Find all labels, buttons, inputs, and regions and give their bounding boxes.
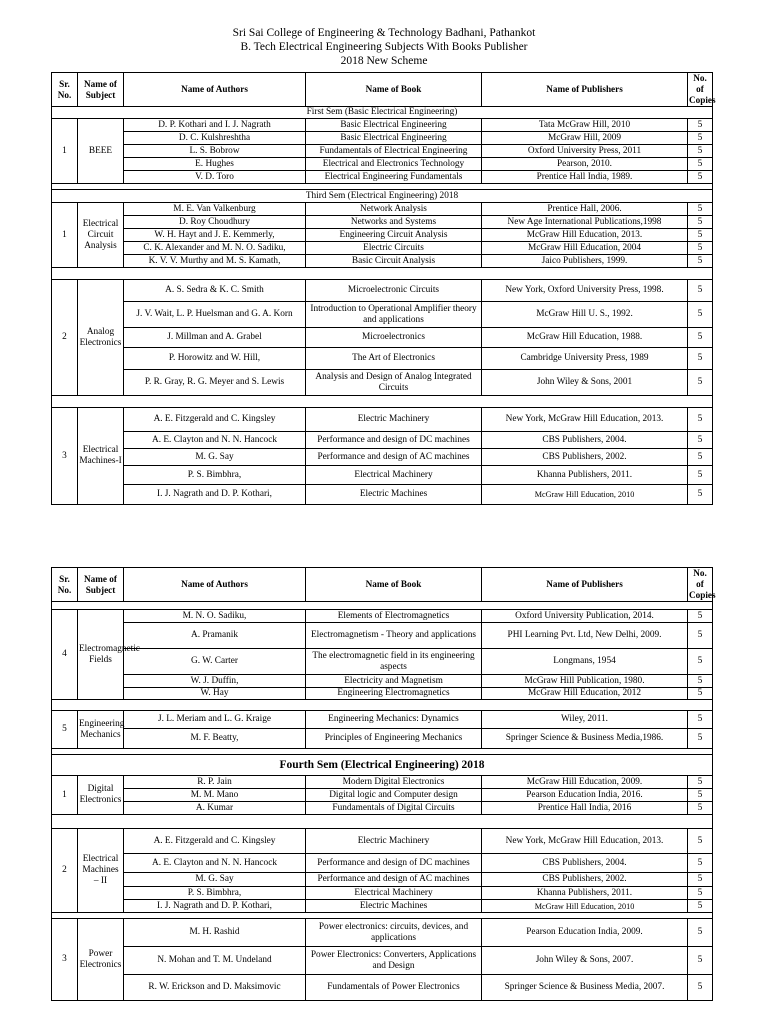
copies-cell: 5 (688, 485, 713, 505)
sr-number: 1 (52, 776, 78, 815)
semester-row (52, 107, 713, 119)
book-row (52, 729, 713, 749)
copies-cell: 5 (688, 229, 713, 242)
copies-cell: 5 (688, 729, 713, 749)
publisher-cell: New York, McGraw Hill Education, 2013. (482, 408, 688, 432)
publisher-cell: CBS Publishers, 2002. (482, 873, 688, 887)
publisher-cell: Pearson Education India, 2009. (482, 919, 688, 947)
copies-cell: 5 (688, 610, 713, 623)
book-cell: Introduction to Operational Amplifier theory and applications (306, 302, 482, 328)
publisher-cell: Khanna Publishers, 2011. (482, 887, 688, 900)
subject-name: Electrical Machines – II (78, 829, 124, 913)
publishers-header: Name of Publishers (482, 73, 688, 107)
subject-header: Name of Subject (78, 73, 124, 107)
publisher-cell: McGraw Hill Publication, 1980. (482, 675, 688, 688)
author-cell: R. P. Jain (124, 776, 306, 789)
book-row (52, 610, 713, 623)
book-cell: Basic Electrical Engineering (306, 132, 482, 145)
copies-cell: 5 (688, 975, 713, 1001)
author-cell: J. Millman and A. Grabel (124, 328, 306, 348)
book-cell: Fundamentals of Electrical Engineering (306, 145, 482, 158)
author-cell: J. V. Wait, L. P. Huelsman and G. A. Korn (124, 302, 306, 328)
book-cell: Electrical and Electronics Technology (306, 158, 482, 171)
book-cell: Performance and design of DC machines (306, 854, 482, 873)
publisher-cell: Cambridge University Press, 1989 (482, 348, 688, 370)
sr-number: 3 (52, 919, 78, 1001)
book-row (52, 649, 713, 675)
author-cell: I. J. Nagrath and D. P. Kothari, (124, 900, 306, 913)
spacer-row (52, 815, 713, 829)
copies-cell: 5 (688, 776, 713, 789)
book-cell: Engineering Mechanics: Dynamics (306, 711, 482, 729)
sr-number: 4 (52, 610, 78, 700)
sr-number: 1 (52, 203, 78, 268)
author-cell: M. E. Van Valkenburg (124, 203, 306, 216)
book-row (52, 432, 713, 449)
copies-cell: 5 (688, 802, 713, 815)
book-row (52, 302, 713, 328)
book-row (52, 242, 713, 255)
author-cell: A. Pramanik (124, 623, 306, 649)
book-row (52, 623, 713, 649)
copies-cell: 5 (688, 789, 713, 802)
copies-cell: 5 (688, 900, 713, 913)
book-header: Name of Book (306, 73, 482, 107)
publisher-cell: Prentice Hall India, 2016 (482, 802, 688, 815)
publisher-cell: Oxford University Publication, 2014. (482, 610, 688, 623)
author-cell: K. V. V. Murthy and M. S. Kamath, (124, 255, 306, 268)
semester-title: Fourth Sem (Electrical Engineering) 2018 (52, 755, 713, 776)
author-cell: A. E. Fitzgerald and C. Kingsley (124, 829, 306, 854)
book-row (52, 280, 713, 302)
author-cell: P. R. Gray, R. G. Meyer and S. Lewis (124, 370, 306, 396)
copies-cell: 5 (688, 711, 713, 729)
publisher-cell: Tata McGraw Hill, 2010 (482, 119, 688, 132)
college-name: Sri Sai College of Engineering & Technology Badhani, Pathankot (232, 27, 536, 39)
copies-cell: 5 (688, 623, 713, 649)
books-table-page1 (51, 72, 716, 505)
publishers-header: Name of Publishers (482, 568, 688, 602)
publisher-cell: McGraw Hill U. S., 1992. (482, 302, 688, 328)
book-cell: Power Electronics: Converters, Applications and Design (306, 947, 482, 975)
book-row (52, 449, 713, 466)
book-cell: Networks and Systems (306, 216, 482, 229)
book-row (52, 776, 713, 789)
book-cell: Electromagnetism - Theory and applications (306, 623, 482, 649)
book-row (52, 789, 713, 802)
book-row (52, 216, 713, 229)
author-cell: P. Horowitz and W. Hill, (124, 348, 306, 370)
subject-name: BEEE (78, 119, 124, 184)
spacer-cell (52, 700, 713, 711)
publisher-cell: McGraw Hill, 2009 (482, 132, 688, 145)
subject-name: Engineering Mechanics (78, 711, 124, 749)
subject-name: Power Electronics (78, 919, 124, 1001)
subject-name: Electromagnetic Fields (78, 610, 124, 700)
copies-cell: 5 (688, 158, 713, 171)
copies-cell: 5 (688, 145, 713, 158)
book-row (52, 947, 713, 975)
sr-number: 2 (52, 829, 78, 913)
publisher-cell: McGraw Hill Education, 1988. (482, 328, 688, 348)
author-cell: M. H. Rashid (124, 919, 306, 947)
publisher-cell: Oxford University Press, 2011 (482, 145, 688, 158)
book-cell: Electric Machinery (306, 829, 482, 854)
author-cell: N. Mohan and T. M. Undeland (124, 947, 306, 975)
publisher-cell: Pearson Education India, 2016. (482, 789, 688, 802)
publisher-cell: Khanna Publishers, 2011. (482, 466, 688, 485)
author-cell: L. S. Bobrow (124, 145, 306, 158)
publisher-cell: Prentice Hall, 2006. (482, 203, 688, 216)
author-cell: C. K. Alexander and M. N. O. Sadiku, (124, 242, 306, 255)
book-cell: Electric Machines (306, 900, 482, 913)
sr-number: 5 (52, 711, 78, 749)
author-cell: P. S. Bimbhra, (124, 466, 306, 485)
publisher-cell: Springer Science & Business Media, 2007. (482, 975, 688, 1001)
copies-cell: 5 (688, 947, 713, 975)
book-row (52, 975, 713, 1001)
book-cell: The electromagnetic field in its engineering aspects (306, 649, 482, 675)
book-cell: Microelectronic Circuits (306, 280, 482, 302)
copies-header: No. of Copies (689, 568, 716, 600)
book-cell: Electricity and Magnetism (306, 675, 482, 688)
subject-header: Name of Subject (78, 568, 124, 602)
publisher-cell: New York, McGraw Hill Education, 2013. (482, 829, 688, 854)
author-cell: M. N. O. Sadiku, (124, 610, 306, 623)
authors-header: Name of Authors (124, 568, 306, 602)
book-row (52, 900, 713, 913)
subject-name: Digital Electronics (78, 776, 124, 815)
publisher-cell: John Wiley & Sons, 2001 (482, 370, 688, 396)
publisher-cell: McGraw Hill Education, 2010 (482, 900, 688, 913)
book-cell: Electric Circuits (306, 242, 482, 255)
book-cell: Basic Circuit Analysis (306, 255, 482, 268)
copies-cell: 5 (688, 449, 713, 466)
copies-cell: 5 (688, 302, 713, 328)
book-row (52, 829, 713, 854)
copies-cell: 5 (688, 854, 713, 873)
book-cell: Electrical Machinery (306, 466, 482, 485)
copies-cell: 5 (688, 171, 713, 184)
sr-header: Sr. No. (52, 73, 78, 107)
subject-name: Electrical Machines-I (78, 408, 124, 505)
book-row (52, 132, 713, 145)
copies-cell: 5 (688, 119, 713, 132)
author-cell: I. J. Nagrath and D. P. Kothari, (124, 485, 306, 505)
author-cell: V. D. Toro (124, 171, 306, 184)
column-header-row (52, 568, 713, 602)
publisher-cell: PHI Learning Pvt. Ltd, New Delhi, 2009. (482, 623, 688, 649)
author-cell: D. Roy Choudhury (124, 216, 306, 229)
book-cell: Performance and design of AC machines (306, 873, 482, 887)
spacer-cell (52, 396, 713, 408)
copies-cell: 5 (688, 675, 713, 688)
sr-number: 2 (52, 280, 78, 396)
book-cell: Fundamentals of Digital Circuits (306, 802, 482, 815)
book-row (52, 873, 713, 887)
copies-cell: 5 (688, 216, 713, 229)
book-cell: Power electronics: circuits, devices, and applications (306, 919, 482, 947)
publisher-cell: McGraw Hill Education, 2010 (482, 485, 688, 505)
author-cell: W. Hay (124, 688, 306, 700)
spacer-cell (52, 602, 713, 610)
book-header: Name of Book (306, 568, 482, 602)
book-row (52, 370, 713, 396)
author-cell: M. F. Beatty, (124, 729, 306, 749)
author-cell: W. H. Hayt and J. E. Kemmerly, (124, 229, 306, 242)
publisher-cell: McGraw Hill Education, 2009. (482, 776, 688, 789)
book-row (52, 854, 713, 873)
publisher-cell: Jaico Publishers, 1999. (482, 255, 688, 268)
book-cell: The Art of Electronics (306, 348, 482, 370)
book-cell: Electrical Machinery (306, 887, 482, 900)
copies-cell: 5 (688, 280, 713, 302)
copies-cell: 5 (688, 688, 713, 700)
spacer-row (52, 602, 713, 610)
subject-name: Analog Electronics (78, 280, 124, 396)
publisher-cell: McGraw Hill Education, 2004 (482, 242, 688, 255)
author-cell: D. C. Kulshreshtha (124, 132, 306, 145)
book-cell: Engineering Electromagnetics (306, 688, 482, 700)
copies-header: No. of Copies (689, 73, 716, 105)
book-row (52, 171, 713, 184)
copies-cell: 5 (688, 132, 713, 145)
book-cell: Network Analysis (306, 203, 482, 216)
publisher-cell: CBS Publishers, 2004. (482, 432, 688, 449)
book-row (52, 119, 713, 132)
spacer-row (52, 268, 713, 280)
author-cell: P. S. Bimbhra, (124, 887, 306, 900)
author-cell: G. W. Carter (124, 649, 306, 675)
publisher-cell: Springer Science & Business Media,1986. (482, 729, 688, 749)
publisher-cell: New York, Oxford University Press, 1998. (482, 280, 688, 302)
author-cell: W. J. Duffin, (124, 675, 306, 688)
author-cell: A. S. Sedra & K. C. Smith (124, 280, 306, 302)
copies-cell: 5 (688, 203, 713, 216)
publisher-cell: John Wiley & Sons, 2007. (482, 947, 688, 975)
sr-number: 1 (52, 119, 78, 184)
publisher-cell: Wiley, 2011. (482, 711, 688, 729)
semester-title: First Sem (Basic Electrical Engineering) (52, 107, 713, 119)
book-cell: Principles of Engineering Mechanics (306, 729, 482, 749)
book-cell: Performance and design of DC machines (306, 432, 482, 449)
copies-cell: 5 (688, 328, 713, 348)
spacer-cell (52, 268, 713, 280)
book-cell: Elements of Electromagnetics (306, 610, 482, 623)
book-row (52, 688, 713, 700)
book-cell: Performance and design of AC machines (306, 449, 482, 466)
author-cell: M. G. Say (124, 873, 306, 887)
book-row (52, 485, 713, 505)
publisher-cell: Prentice Hall India, 1989. (482, 171, 688, 184)
publisher-cell: New Age International Publications,1998 (482, 216, 688, 229)
book-cell: Basic Electrical Engineering (306, 119, 482, 132)
book-row (52, 158, 713, 171)
subject-name: Electrical Circuit Analysis (78, 203, 124, 268)
copies-cell: 5 (688, 829, 713, 854)
book-cell: Analysis and Design of Analog Integrated Circuits (306, 370, 482, 396)
author-cell: J. L. Meriam and L. G. Kraige (124, 711, 306, 729)
book-cell: Engineering Circuit Analysis (306, 229, 482, 242)
book-cell: Electric Machines (306, 485, 482, 505)
book-row (52, 408, 713, 432)
semester-row (52, 755, 713, 776)
author-cell: D. P. Kothari and I. J. Nagrath (124, 119, 306, 132)
book-cell: Microelectronics (306, 328, 482, 348)
authors-header: Name of Authors (124, 73, 306, 107)
copies-cell: 5 (688, 649, 713, 675)
author-cell: M. G. Say (124, 449, 306, 466)
publisher-cell: McGraw Hill Education, 2013. (482, 229, 688, 242)
author-cell: A. E. Fitzgerald and C. Kingsley (124, 408, 306, 432)
book-row (52, 466, 713, 485)
copies-cell: 5 (688, 408, 713, 432)
book-cell: Electrical Engineering Fundamentals (306, 171, 482, 184)
book-row (52, 328, 713, 348)
document-title: B. Tech Electrical Engineering Subjects With Books Publisher (240, 41, 528, 53)
spacer-cell (52, 815, 713, 829)
author-cell: A. E. Clayton and N. N. Hancock (124, 432, 306, 449)
book-row (52, 145, 713, 158)
copies-cell: 5 (688, 242, 713, 255)
scheme-label: 2018 New Scheme (340, 55, 428, 67)
book-row (52, 675, 713, 688)
publisher-cell: Longmans, 1954 (482, 649, 688, 675)
copies-cell: 5 (688, 887, 713, 900)
copies-cell: 5 (688, 873, 713, 887)
copies-cell: 5 (688, 370, 713, 396)
book-row (52, 919, 713, 947)
publisher-cell: McGraw Hill Education, 2012 (482, 688, 688, 700)
copies-cell: 5 (688, 466, 713, 485)
book-row (52, 229, 713, 242)
books-table-page2 (51, 567, 716, 1001)
book-row (52, 711, 713, 729)
copies-cell: 5 (688, 919, 713, 947)
column-header-row (52, 73, 713, 107)
spacer-row (52, 700, 713, 711)
publisher-cell: CBS Publishers, 2002. (482, 449, 688, 466)
book-cell: Fundamentals of Power Electronics (306, 975, 482, 1001)
publisher-cell: CBS Publishers, 2004. (482, 854, 688, 873)
book-cell: Modern Digital Electronics (306, 776, 482, 789)
sr-number: 3 (52, 408, 78, 505)
book-row (52, 348, 713, 370)
semester-row (52, 190, 713, 203)
copies-cell: 5 (688, 432, 713, 449)
publisher-cell: Pearson, 2010. (482, 158, 688, 171)
document-header (0, 26, 768, 68)
author-cell: A. E. Clayton and N. N. Hancock (124, 854, 306, 873)
book-row (52, 255, 713, 268)
copies-cell: 5 (688, 255, 713, 268)
author-cell: R. W. Erickson and D. Maksimovic (124, 975, 306, 1001)
book-cell: Digital logic and Computer design (306, 789, 482, 802)
book-row (52, 887, 713, 900)
author-cell: E. Hughes (124, 158, 306, 171)
book-row (52, 203, 713, 216)
semester-title: Third Sem (Electrical Engineering) 2018 (52, 190, 713, 203)
author-cell: A. Kumar (124, 802, 306, 815)
spacer-row (52, 396, 713, 408)
book-row (52, 802, 713, 815)
sr-header: Sr. No. (52, 568, 78, 602)
book-cell: Electric Machinery (306, 408, 482, 432)
author-cell: M. M. Mano (124, 789, 306, 802)
copies-cell: 5 (688, 348, 713, 370)
